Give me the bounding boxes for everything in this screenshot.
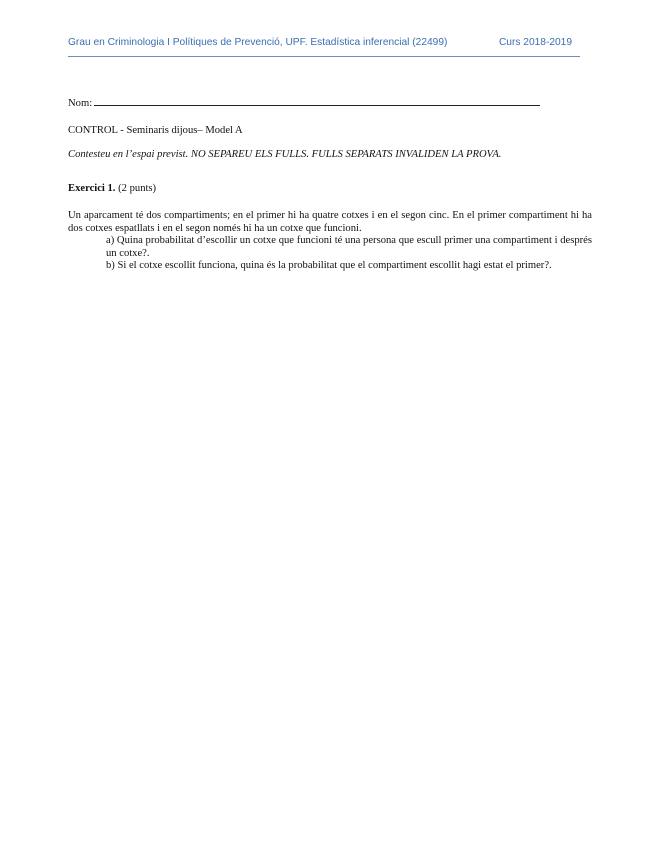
name-label: Nom: — [68, 98, 93, 109]
exercise-heading — [68, 183, 592, 196]
exercise-title: Exercici 1. — [68, 182, 116, 194]
instructions-text: Contesteu en l’espai previst. NO SEPAREU ELS FULLS. FULLS SEPARATS INVALIDEN LA PROVA. — [68, 149, 502, 160]
name-field — [68, 96, 592, 111]
control-title: CONTROL - Seminaris dijous– Model A — [68, 124, 243, 136]
question-b: b) Si el cotxe escollit funciona, quina és la probabilitat que el compartiment escollit hagi estat el primer?. — [106, 260, 552, 271]
document-body — [68, 96, 592, 273]
exercise-points: (2 punts) — [118, 182, 157, 194]
header-course-title: Grau en Criminologia I Polítiques de Prevenció, UPF. Estadística inferencial (22499) — [68, 37, 448, 48]
header-course-year: Curs 2018-2019 — [498, 37, 572, 48]
exercise-statement: Un aparcament té dos compartiments; en el primer hi ha quatre cotxes i en el segon cinc. En el primer compartiment hi ha dos cotxes espatllats i en el segon només hi ha un cotxe que funcioni. — [68, 210, 592, 234]
header-divider — [68, 56, 580, 57]
name-underline — [94, 96, 540, 106]
question-a: a) Quina probabilitat d’escollir un cotxe que funcioni té una persona que escull primer una compartiment i després un cotxe?. — [106, 235, 592, 259]
